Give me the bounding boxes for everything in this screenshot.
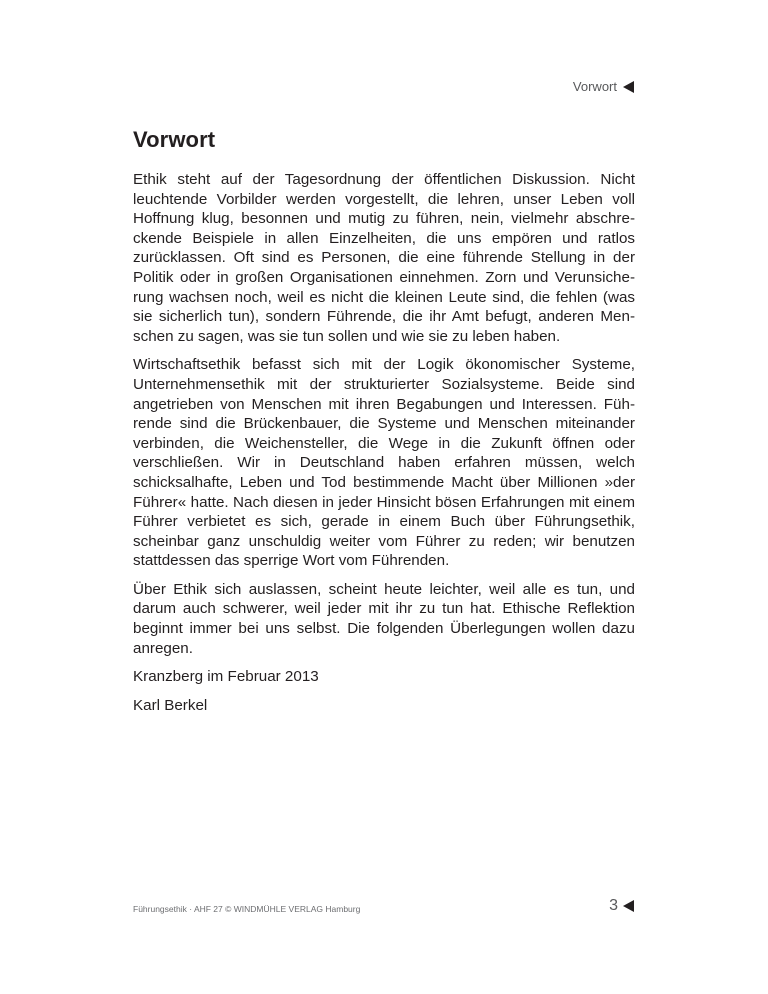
paragraph-1: Ethik steht auf der Tagesordnung der öffentlichen Diskussion. Nicht leuchtende Vorbilder werden vorgestellt, die lehren, unser Leben voll Hoffnung klug, besonnen und mutig zu führen, nein, vielmehr abschreckende Beispiele in allen Einzelheiten, die uns empören und ratlos zurücklassen. Oft sind es Personen, die eine führende Stellung in der Politik oder in großen Organisationen einnehmen. Zorn und Verunsicherung wachsen noch, weil es nicht die kleinen Leute sind, die fehlen (was sie sicherlich tun), sondern Führende, die ihr Amt befugt, anderen Menschen zu sagen, was sie tun sollen und wie sie zu leben haben. bbox=[133, 171, 635, 345]
page-number-value: 3 bbox=[609, 897, 618, 914]
running-header-title: Vorwort bbox=[572, 79, 617, 94]
running-header bbox=[573, 79, 634, 94]
left-triangle-icon bbox=[623, 81, 634, 93]
page-number bbox=[609, 897, 634, 915]
author-name: Karl Berkel bbox=[133, 696, 208, 714]
paragraph-2: Wirtschaftsethik befasst sich mit der Logik ökonomischer Systeme, Unternehmensethik mit der strukturierter Sozialsysteme. Beide sind angetrieben von Menschen mit ihren Begabungen und Interessen. Führende sind die Brückenbauer, die Systeme und Menschen miteinander verbinden, die Weichensteller, die Wege in die Zukunft öffnen oder verschließen. Wir in Deutschland haben erfahren müssen, welch schicksalhafte, Leben und Tod bestimmende Macht über Millionen »der Führer« hatte. Nach diesen in jeder Hinsicht bösen Erfahrungen mit einem Führer verbietet es sich, gerade in einem Buch über Führungsethik, scheinbar ganz unschuldig weiter vom Führer zu reden; wir benutzen stattdessen das sperrige Wort vom Führenden. bbox=[133, 356, 635, 570]
footer-text: Führungsethik · AHF 27 © WINDMÜHLE VERLAG Hamburg bbox=[133, 904, 361, 914]
left-triangle-icon bbox=[623, 900, 634, 912]
place-date: Kranzberg im Februar 2013 bbox=[133, 668, 319, 686]
paragraph-3: Über Ethik sich auslassen, scheint heute leichter, weil alle es tun, und darum auch schwerer, weil jeder mit ihr zu tun hat. Ethische Reflektion beginnt immer bei uns selbst. Die folgenden Überlegungen wollen dazu anregen. bbox=[133, 580, 635, 657]
body-text bbox=[133, 170, 635, 724]
page-title: Vorwort bbox=[133, 127, 216, 152]
